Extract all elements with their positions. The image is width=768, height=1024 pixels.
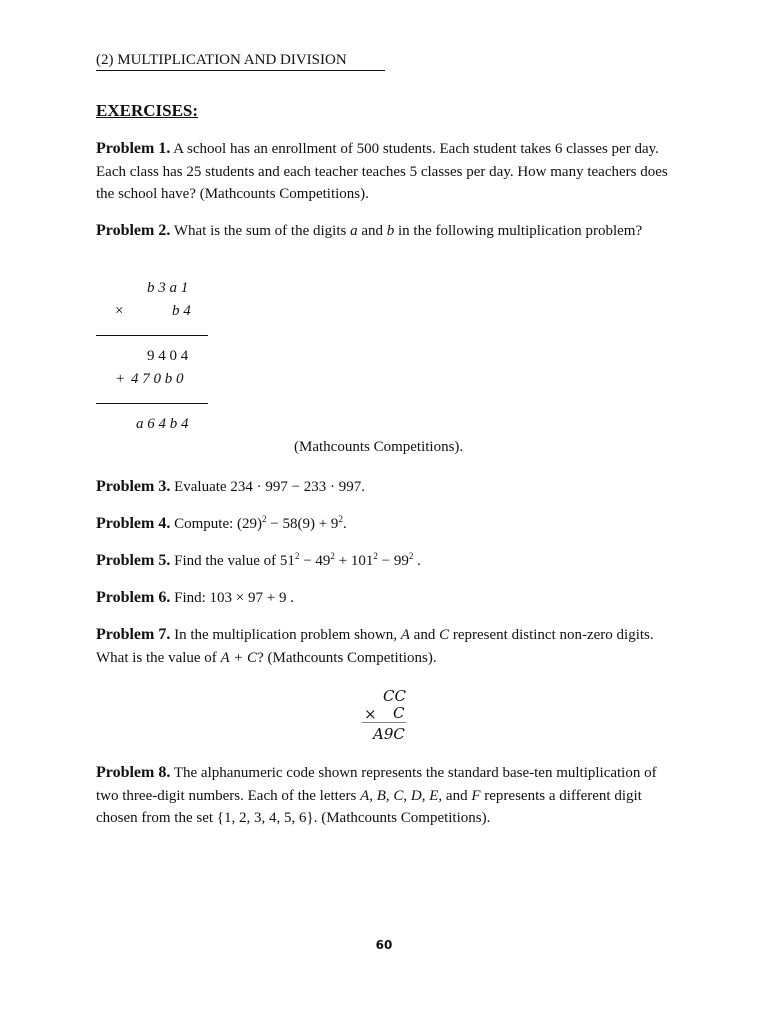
problem-8-text-pre: The alphanumeric code shown represents the standard base-ten multiplication of two three-digit numbers. Each of the letters (96, 765, 657, 804)
problem-6 (96, 587, 676, 610)
mult7-row-2: C (393, 704, 405, 722)
mult2-source: (Mathcounts Competitions). (294, 439, 464, 455)
problem-6-text: Find: 103 × 97 + 9 . (174, 590, 294, 606)
problem-1 (96, 138, 676, 206)
problem-5-exp-2: 2 (330, 551, 335, 561)
problem-4 (96, 513, 676, 536)
problem-7 (96, 624, 676, 669)
section-title: EXERCISES: (96, 101, 199, 120)
problem-4-exp-1: 2 (262, 514, 267, 524)
problem-7-text-and: and (413, 627, 436, 643)
problem-5-term-4: − 99 (377, 553, 409, 569)
problem-5-exp-3: 2 (373, 551, 378, 561)
problem-3-label: Problem 3. (96, 478, 171, 495)
problem-5-term-3: + 101 (334, 553, 374, 569)
mult7-rule (362, 722, 406, 723)
problem-8 (96, 762, 676, 830)
problem-2-text-post: in the following multiplication problem? (398, 223, 643, 239)
mult2-rule-2 (96, 403, 208, 404)
mult2-rule-1 (96, 335, 208, 336)
problem-5-label: Problem 5. (96, 552, 171, 569)
problem-7-text-post: represent distinct non-zero digits. What is the value of (96, 627, 654, 666)
problem-3-text: Evaluate 234 · 997 − 233 · 997. (174, 479, 366, 495)
mult7-times-sign: × (364, 705, 377, 723)
problem-5-exp-1: 2 (294, 551, 300, 561)
problem-8-text-and: and (445, 787, 468, 804)
page-number: 60 (375, 938, 393, 952)
mult2-row-3: 9 4 0 4 (147, 348, 189, 364)
problem-7-var-C: C (439, 627, 450, 643)
problem-7-label: Problem 7. (96, 626, 171, 643)
problem-5-text-end: . (413, 553, 421, 569)
problem-8-label: Problem 8. (96, 764, 171, 781)
mult2-times-sign: × (115, 303, 124, 319)
problem-8-letters: A, B, C, D, E, (360, 787, 443, 804)
problem-2-text-and: and (361, 223, 383, 239)
problem-3 (96, 476, 676, 499)
problem-5 (96, 550, 676, 573)
problem-2-var-b: b (386, 223, 395, 239)
problem-5-exp-4: 2 (408, 551, 414, 561)
header-underline (96, 70, 385, 71)
problem-8-text-post: represents a different digit chosen from the set {1, 2, 3, 4, 5, 6}. (Mathcounts Competitions). (96, 787, 642, 826)
mult2-row-4: 4 7 0 b 0 (131, 371, 184, 387)
problem-7-expr: A + C (220, 649, 258, 666)
problem-6-label: Problem 6. (96, 589, 171, 606)
problem-4-text-mid: − 58(9) + 9 (266, 516, 339, 532)
problem-1-label: Problem 1. (96, 140, 171, 157)
problem-7-text-pre: In the multiplication problem shown, (174, 627, 397, 643)
problem-4-exp-2: 2 (338, 514, 343, 524)
problem-2-var-a: a (350, 223, 358, 239)
problem-4-text-pre: Compute: (29) (174, 516, 263, 532)
mult2-row-1: b 3 a 1 (147, 280, 189, 296)
problem-7-text-end: ? (Mathcounts Competitions). (257, 649, 437, 666)
mult7-row-3: A9C (373, 725, 405, 743)
problem-8-letter-f: F (471, 787, 481, 804)
chapter-header: (2) MULTIPLICATION AND DIVISION (96, 52, 347, 68)
problem-4-label: Problem 4. (96, 515, 171, 532)
problem-1-text: A school has an enrollment of 500 students. Each student takes 6 classes per day. Each class has 25 students and each teacher teaches 5 classes per day. How many teachers does the school have? (Mathcounts Competitions). (96, 141, 668, 202)
mult2-row-2: b 4 (172, 303, 191, 319)
problem-4-text-post: . (342, 516, 347, 532)
mult7-row-1: CC (383, 687, 406, 705)
problem-7-var-A: A (400, 627, 410, 643)
problem-2 (96, 220, 676, 243)
problem-5-text-pre: Find the value of 51 (174, 553, 295, 569)
problem-2-label: Problem 2. (96, 222, 171, 239)
problem-2-text-pre: What is the sum of the digits (173, 223, 347, 239)
mult2-plus-sign: + (116, 371, 125, 387)
problem-5-term-2: − 49 (299, 553, 331, 569)
mult2-row-5: a 6 4 b 4 (136, 416, 189, 432)
